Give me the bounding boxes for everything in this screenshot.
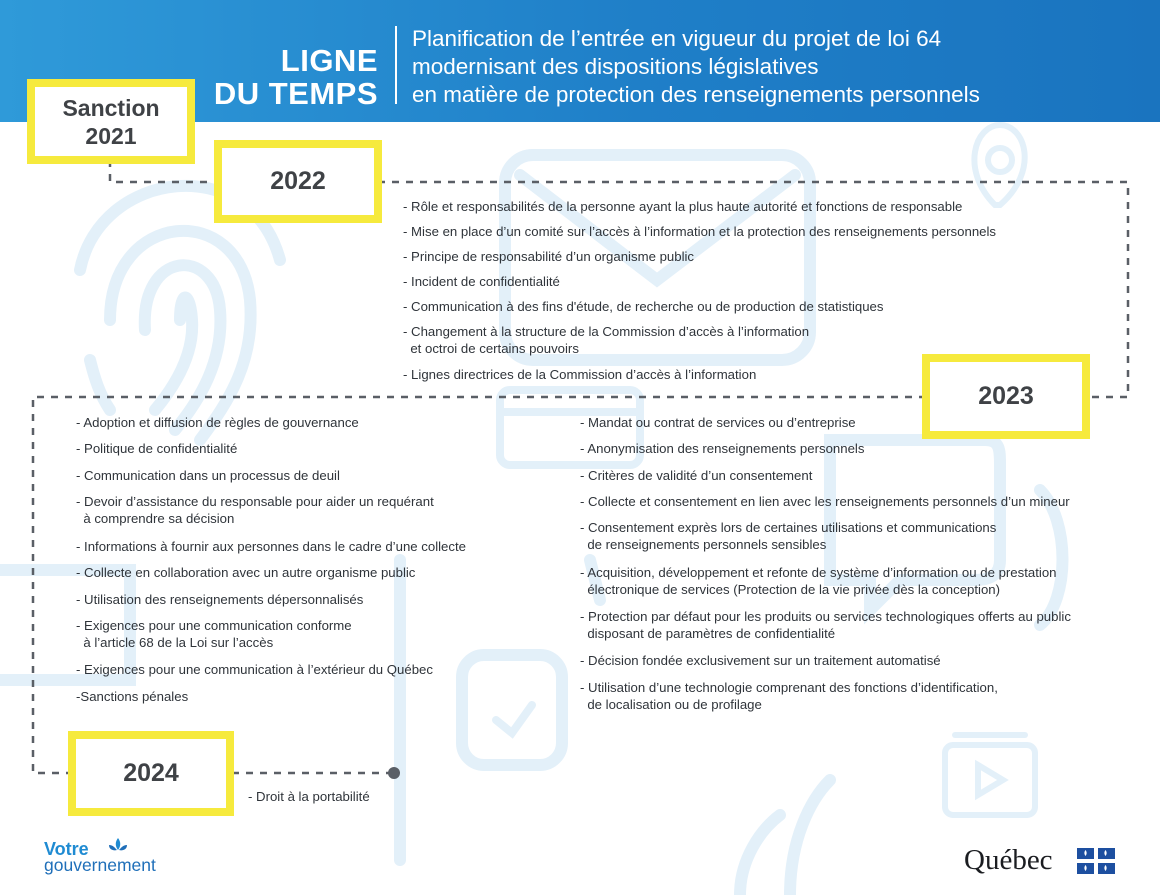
items-list-2023-left	[76, 414, 466, 708]
list-item: - Lignes directrices de la Commission d’accès à l’information	[403, 367, 757, 382]
votre-gouvernement-logo	[44, 840, 204, 880]
subtitle-line-1: Planification de l’entrée en vigueur du projet de loi 64	[412, 26, 942, 51]
items-list-2024	[248, 788, 370, 805]
list-item: - Exigences pour une communication conforme à l’article 68 de la Loi sur l’accès	[76, 618, 352, 650]
logo-quebec-text: Québec	[964, 844, 1053, 876]
list-item: - Consentement exprès lors de certaines utilisations et communications de renseignements personnels sensibles	[580, 520, 997, 552]
list-item: - Utilisation d’une technologie comprenant des fonctions d’identification, de localisation ou de profilage	[580, 680, 998, 712]
list-item: - Incident de confidentialité	[403, 274, 560, 289]
list-item: - Devoir d’assistance du responsable pour aider un requérant à comprendre sa décision	[76, 494, 434, 526]
sanction-label: Sanction	[62, 94, 160, 121]
title-line-2: DU TEMPS	[213, 76, 378, 111]
list-item: - Changement à la structure de la Commission d’accès à l’information et octroi de certains pouvoirs	[403, 324, 810, 356]
list-item: - Droit à la portabilité	[248, 789, 370, 804]
quebec-flag-icon	[1077, 848, 1115, 874]
items-list-2023-right	[580, 414, 1071, 719]
year-label-2022: 2022	[270, 167, 326, 195]
subtitle-line-3: en matière de protection des renseignements personnels	[412, 82, 980, 107]
year-label-2024: 2024	[123, 759, 179, 787]
items-list-2022	[403, 198, 996, 391]
fleur-de-lis-icon	[106, 836, 130, 860]
list-item: - Acquisition, développement et refonte de système d’information ou de prestation électronique de services (Protection de la vie privée dès la conception)	[580, 565, 1057, 597]
list-item: - Critères de validité d’un consentement	[580, 468, 813, 483]
list-item: - Adoption et diffusion de règles de gouvernance	[76, 415, 359, 430]
list-item: - Communication à des fins d'étude, de recherche ou de production de statistiques	[403, 299, 884, 314]
year-box-sanction-2021	[27, 79, 195, 164]
list-item: - Politique de confidentialité	[76, 441, 238, 456]
list-item: - Principe de responsabilité d’un organisme public	[403, 249, 695, 264]
quebec-logo	[964, 843, 1124, 883]
list-item: - Anonymisation des renseignements personnels	[580, 441, 865, 456]
list-item: - Utilisation des renseignements dépersonnalisés	[76, 592, 364, 607]
title-line-1: LIGNE	[280, 43, 378, 78]
list-item: - Informations à fournir aux personnes dans le cadre d’une collecte	[76, 539, 466, 554]
list-item: - Rôle et responsabilités de la personne ayant la plus haute autorité et fonctions de responsable	[403, 199, 963, 214]
list-item: - Mandat ou contrat de services ou d’entreprise	[580, 415, 856, 430]
list-item: - Protection par défaut pour les produits ou services technologiques offerts au public disposant de paramètres de confidentialité	[580, 609, 1071, 641]
sanction-year: 2021	[85, 122, 137, 149]
list-item: -Sanctions pénales	[76, 689, 189, 704]
logo-gouvernement-text: gouvernement	[44, 855, 156, 875]
list-item: - Exigences pour une communication à l’extérieur du Québec	[76, 662, 433, 677]
year-label-2023: 2023	[978, 382, 1034, 410]
list-item: - Mise en place d’un comité sur l’accès à l’information et la protection des renseignements personnels	[403, 224, 997, 239]
list-item: - Collecte et consentement en lien avec les renseignements personnels d’un mineur	[580, 494, 1070, 509]
list-item: - Décision fondée exclusivement sur un traitement automatisé	[580, 653, 941, 668]
list-item: - Collecte en collaboration avec un autre organisme public	[76, 565, 416, 580]
year-box-2024	[68, 731, 234, 816]
year-box-2022	[214, 140, 382, 223]
timeline-end-dot	[388, 767, 400, 779]
subtitle-line-2: modernisant des dispositions législatives	[412, 54, 819, 79]
logo-votre-text: Votre	[44, 839, 89, 859]
list-item: - Communication dans un processus de deuil	[76, 468, 340, 483]
